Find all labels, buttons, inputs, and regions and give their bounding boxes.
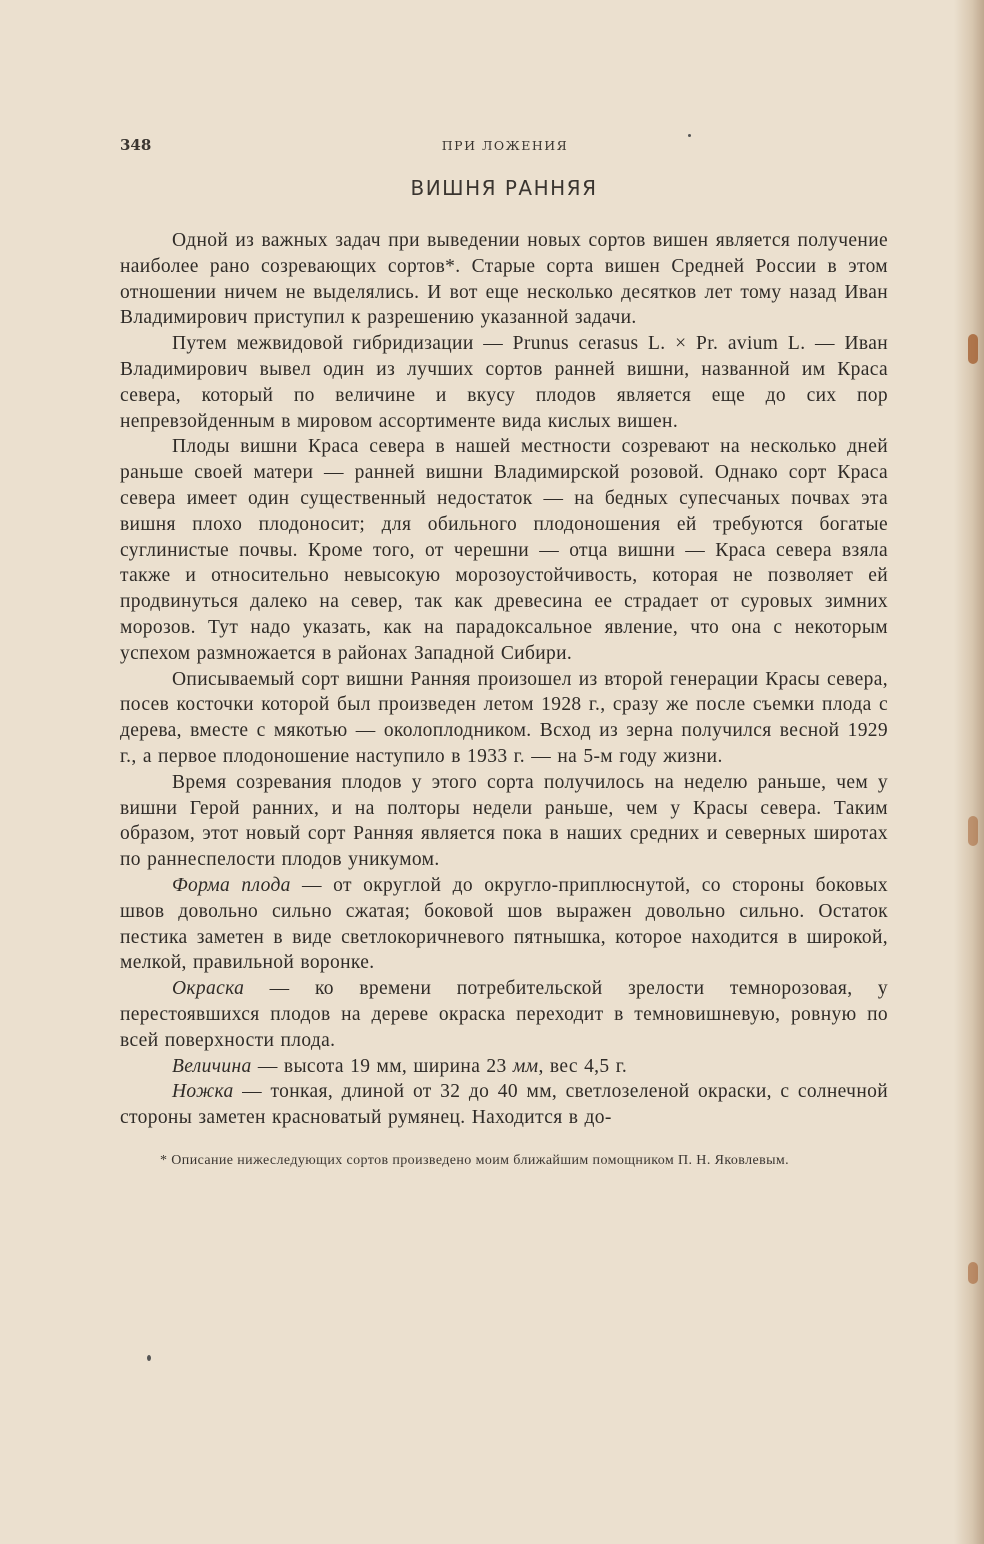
description-stem: [120, 1079, 888, 1131]
paragraph: Плоды вишни Краса севера в нашей местности созревают на несколько дней раньше своей матери — ранней вишни Владимирской розовой. Однако сорт Краса севера имеет один существенный недостаток — на бедных супесчаных почвах эта вишня плохо плодоносит; для обильного плодоношения ей требуются богатые суглинистые почвы. Кроме того, от черешни — отца вишни — Краса севера взяла также и относительно невысокую морозоустойчивость, которая не позволяет ей продвинуться далеко на север, так как древесина ее страдает от суровых зимних морозов. Тут надо указать, как на парадоксальное явление, что она с некоторым успехом размножается в районах Западной Сибири.: [120, 436, 888, 664]
term-text: , вес 4,5 г.: [538, 1055, 628, 1077]
section-title: ВИШНЯ РАННЯЯ: [410, 176, 598, 200]
description-color: [120, 976, 888, 1053]
page-edge-stain: [968, 816, 978, 846]
term-text: — тонкая, длиной от 32 до 40 мм, светлозеленой окраски, с солнечной стороны заметен красноватый румянец. Находится в до-: [120, 1081, 888, 1129]
description-size: [120, 1054, 888, 1080]
page-edge-shadow: [954, 0, 984, 1544]
footnote: * Описание нижеследующих сортов произведено моим ближайшим помощником П. Н. Яковлевым.: [160, 1152, 790, 1168]
term-label: Форма плода: [172, 874, 291, 896]
paragraph: Одной из важных задач при выведении новых сортов вишен является получение наиболее рано созревающих сортов*. Старые сорта вишен Средней России в этом отношении ничем не выделялись. И вот еще несколько десятков лет тому назад Иван Владимирович приступил к разрешению указанной задачи.: [120, 230, 888, 329]
page-edge-stain: [968, 334, 978, 364]
description-form: [120, 873, 888, 976]
paragraph: Путем межвидовой гибридизации — Prunus cerasus L. × Pr. avium L. — Иван Владимирович вывел один из лучших сортов ранней вишни, названной им Краса севера, который по величине и вкусу плодов является еще до сих пор непревзойденным в мировом ассортименте вида кислых вишен.: [120, 333, 888, 432]
unit-label: мм: [512, 1055, 539, 1077]
term-label: Величина: [172, 1055, 252, 1077]
term-text: — высота 19 мм, ширина 23: [251, 1055, 513, 1077]
page-edge-stain: [968, 1262, 978, 1284]
paragraph: Время созревания плодов у этого сорта получилось на неделю раньше, чем у вишни Герой ранних, и на полторы недели раньше, чем у Красы севера. Таким образом, этот новый сорт Ранняя является пока в наших средних и северных широтах по раннеспелости плодов уникумом.: [120, 771, 888, 871]
term-label: Окраска: [172, 978, 245, 1000]
running-head: ПРИ ЛОЖЕНИЯ: [441, 138, 569, 153]
page-header: [120, 136, 890, 156]
term-text: — от округлой до округло-приплюснутой, со стороны боковых швов довольно сильно сжатая; боковой шов выражен довольно сильно. Остаток пестика заметен в виде светлокоричневого пятнышка, которое находится в широкой, мелкой, правильной воронке.: [120, 874, 888, 974]
term-label: Ножка: [172, 1081, 234, 1103]
page-number: 348: [120, 136, 152, 154]
term-text: — ко времени потребительской зрелости темнорозовая, у перестоявшихся плодов на дереве окраска переходит в темновишневую, ровную по всей поверхности плода.: [120, 978, 888, 1051]
paragraph: Описываемый сорт вишни Ранняя произошел из второй генерации Красы севера, посев косточки которой был произведен летом 1928 г., сразу же после съемки плода с дерева, вместе с мякотью — околоплодником. Всход из зерна получился весной 1929 г., а первое плодоношение наступило в 1933 г. — на 5-м году жизни.: [120, 668, 888, 767]
page-body: [120, 176, 888, 1170]
print-speck: [147, 1355, 151, 1361]
